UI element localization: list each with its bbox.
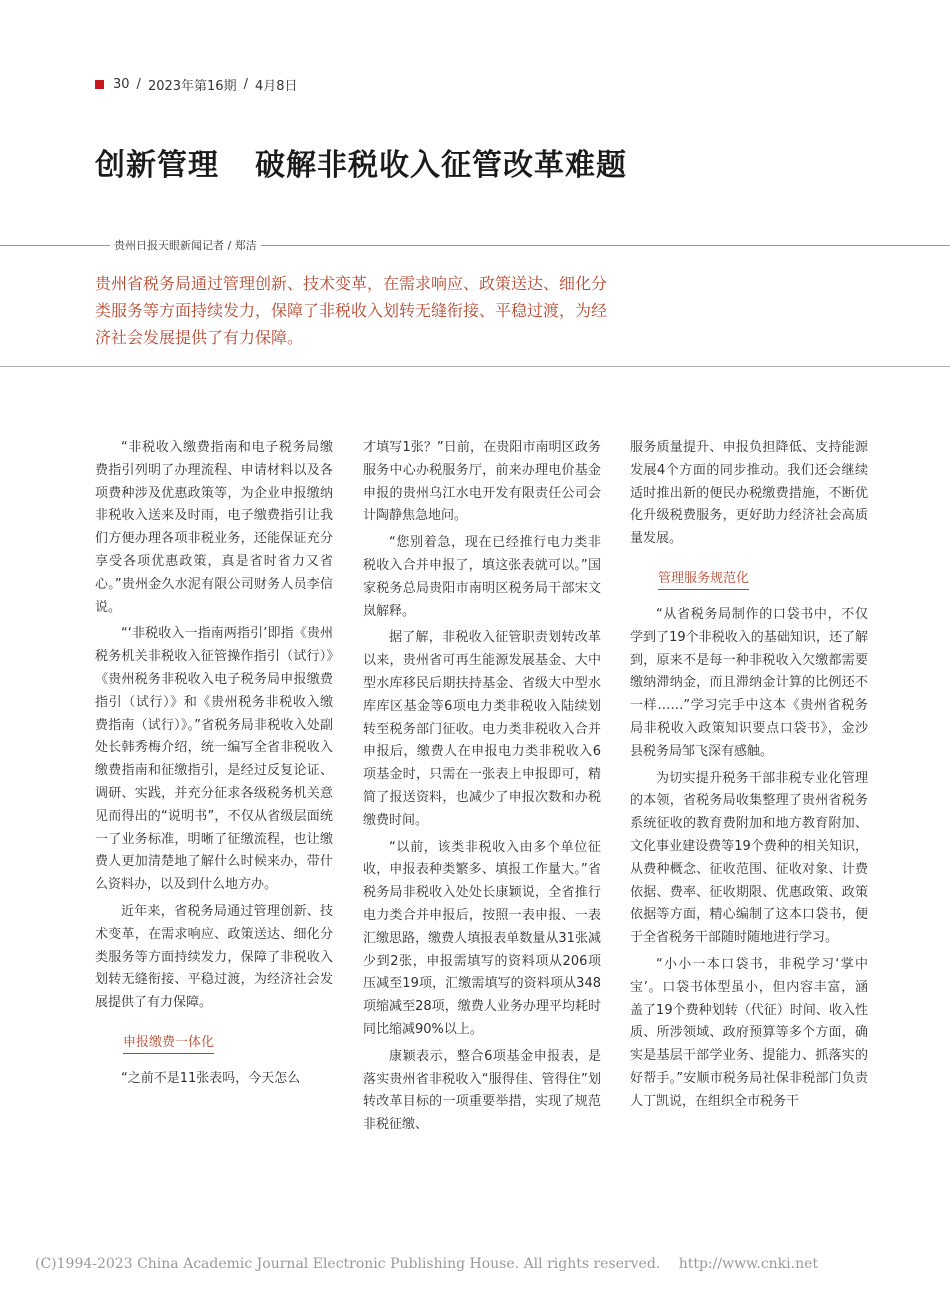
paragraph: “从省税务局制作的口袋书中，不仅学到了19个非税收入的基础知识，还了解到，原来不是每一种非税收入欠缴都需要缴纳滞纳金，而且滞纳金计算的比例还不一样……”学习完手中这本《贵州省税务局非税收入政策知识要点口袋书》，金沙县税务局邹飞深有感触。: [630, 606, 868, 759]
issue-date: 4月8日: [254, 78, 298, 94]
header-separator: /: [243, 76, 248, 92]
page-number: 30: [113, 76, 130, 92]
title-part-2: 破解非税收入征管改革难题: [255, 148, 627, 183]
article-title: [95, 140, 627, 184]
byline: 贵州日报天眼新闻记者 / 郑洁: [110, 237, 261, 253]
paragraph: 近年来，省税务局通过管理创新、技术变革，在需求响应、政策送达、细化分类服务等方面持续发力，保障了非税收入划转无缝衔接、平稳过渡，为经济社会发展提供了有力保障。: [95, 903, 333, 1011]
section-divider: [0, 366, 950, 367]
copyright-footer: [35, 1256, 818, 1272]
paragraph: 服务质量提升、申报负担降低、支持能源发展4个方面的同步推动。我们还会继续适时推出新的便民办税缴费措施，不断优化升级税费服务，更好助力经济社会高质量发展。: [630, 440, 868, 547]
red-square-icon: [95, 80, 104, 89]
subheading: 申报缴费一体化: [123, 1033, 214, 1054]
text-column-2: [363, 437, 601, 1141]
paragraph: “之前不是11张表吗，今天怎么: [121, 1070, 301, 1086]
article-abstract: 贵州省税务局通过管理创新、技术变革，在需求响应、政策送达、细化分类服务等方面持续发力，保障了非税收入划转无缝衔接、平稳过渡，为经济社会发展提供了有力保障。: [95, 274, 608, 347]
title-part-1: 创新管理: [95, 148, 219, 183]
text-column-3: [630, 437, 868, 1118]
paragraph: 才填写1张？”日前，在贵阳市南明区政务服务中心办税服务厅，前来办理电价基金申报的贵州乌江水电开发有限责任公司会计陶静焦急地问。: [363, 440, 601, 524]
paragraph: 为切实提升税务干部非税专业化管理的本领，省税务局收集整理了贵州省税务系统征收的教育费附加和地方教育附加、文化事业建设费等19个费种的相关知识，从费种概念、征收范围、征收对象、计费依据、费率、征收期限、优惠政策、政策依据等方面，精心编制了这本口袋书，便于全省税务干部随时随地进行学习。: [630, 770, 868, 946]
paragraph: 据了解，非税收入征管职责划转改革以来，贵州省可再生能源发展基金、大中型水库移民后期扶持基金、省级大中型水库库区基金等6项电力类非税收入陆续划转至税务部门征收。电力类非税收入合并申报后，缴费人在申报电力类非税收入6项基金时，只需在一张表上申报即可，精简了报送资料，也减少了申报次数和办税缴费时间。: [363, 630, 601, 828]
copyright-text: (C)1994-2023 China Academic Journal Electronic Publishing House. All rights reserved.: [35, 1256, 661, 1272]
paragraph: “非税收入缴费指南和电子税务局缴费指引列明了办理流程、申请材料以及各项费种涉及优惠政策等，为企业申报缴纳非税收入送来及时雨，电子缴费指引让我们方便办理各项非税业务，还能保证充分享受各项优惠政策，真是省时省力又省心。”贵州金久水泥有限公司财务人员李信说。: [95, 440, 333, 615]
subheading: 管理服务规范化: [658, 569, 749, 590]
paragraph: 康颖表示，整合6项基金申报表，是落实贵州省非税收入“服得佳、管得住”划转改革目标的一项重要举措，实现了规范非税征缴、: [363, 1048, 601, 1133]
page-header: [95, 76, 298, 92]
text-column-1: [95, 437, 333, 1095]
paragraph: “您别着急，现在已经推行电力类非税收入合并申报了，填这张表就可以。”国家税务总局贵阳市南明区税务局干部宋文岚解释。: [363, 535, 601, 619]
issue-number: 2023年第16期: [147, 78, 237, 94]
header-separator: /: [136, 76, 141, 92]
paragraph: “‘非税收入一指南两指引’即指《贵州税务机关非税收入征管操作指引（试行）》《贵州税务非税收入电子税务局申报缴费指引（试行）》和《贵州税务非税收入缴费指南（试行）》。”省税务局非税收入处副处长韩秀梅介绍，统一编写全省非税收入缴费指南和征缴指引，是经过反复论证、调研、实践，并充分征求各级税务机关意见而得出的“说明书”，不仅从省级层面统一了业务标准，明晰了征缴流程，也让缴费人更加清楚地了解什么时候来办，带什么资料办，以及到什么地方办。: [95, 626, 333, 893]
paragraph: “以前，该类非税收入由多个单位征收，申报表种类繁多、填报工作量大。”省税务局非税收入处处长康颖说，全省推行电力类合并申报后，按照一表申报、一表汇缴思路，缴费人填报表单数量从31张减少到2张，申报需填写的资料项从206项压减至19项，汇缴需填写的资料项从348项缩减至28项，缴费人业务办理平均耗时同比缩减90%以上。: [363, 839, 601, 1037]
paragraph: “小小一本口袋书，非税学习‘掌中宝’。口袋书体型虽小，但内容丰富，涵盖了19个费种划转（代征）时间、收入性质、所涉领域、政府预算等多个方面，确实是基层干部学业务、提能力、抓落实的好帮手。”安顺市税务局社保非税部门负责人丁凯说，在组织全市税务干: [630, 956, 868, 1109]
source-url: http://www.cnki.net: [678, 1256, 819, 1272]
